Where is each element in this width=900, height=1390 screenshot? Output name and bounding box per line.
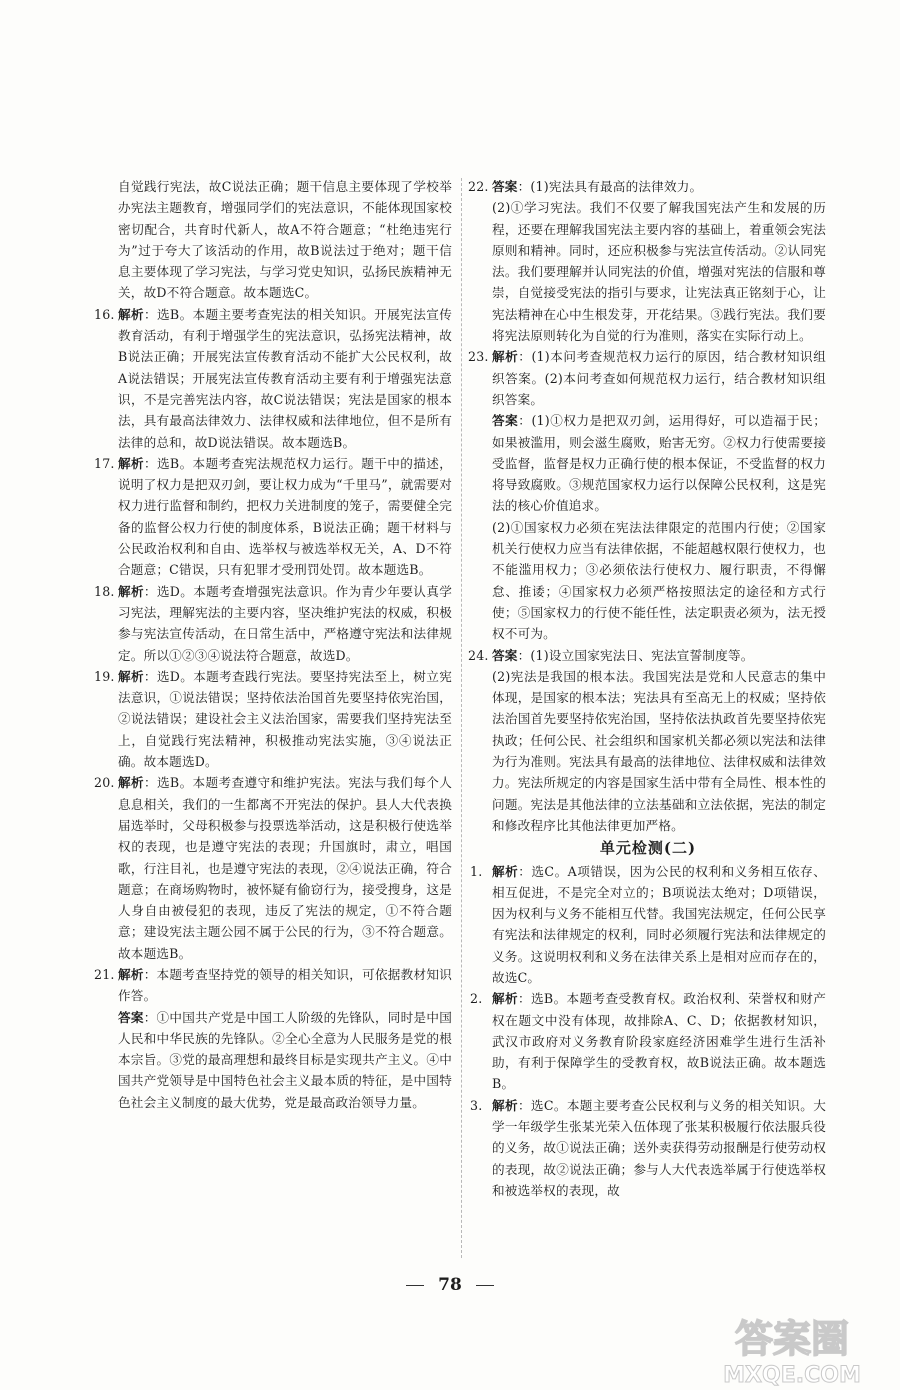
question-number: 17. — [94, 455, 115, 471]
answer-text: ：(1)设立国家宪法日、宪法宣誓制度等。 — [517, 647, 754, 663]
page-number-dash-right — [476, 1285, 494, 1286]
section-title: 单元检测(二) — [599, 839, 697, 858]
svg-text:答案圈: 答案圈 — [734, 1317, 850, 1361]
answer-text: ：(1)①权力是把双刃剑，运用得好，可以造福于民；如果被滥用，则会滋生腐败，贻害无穷。②权力行使需要接受监督，监督是权力正确行使的根本保证，不受监督的权力将导致腐败。③规范国家权力运行以保障公民权利，这是宪法的核心价值追求。 — [492, 413, 826, 514]
question-24-part2: (2)宪法是我国的根本法。我国宪法是党和人民意志的集中体现，是国家的根本法；宪法具有至高无上的权威；坚持依法治国首先要坚持依宪治国，坚持依法执政首先要坚持依宪执政；任何公民、社会组织和国家机关都必须以宪法和法律为行为准则。宪法具有最高的法律地位、法律权威和法律效力。宪法所规定的内容是国家生活中带有全局性、根本性的问题。宪法是其他法律的立法基础和立法依据，宪法的制定和修改程序比其他法律更加严格。 — [492, 668, 826, 833]
right-column — [470, 176, 826, 1201]
analysis-text: ：选B。本题考查遵守和维护宪法。宪法与我们每个人息息相关，我们的一生都离不开宪法的保护。县人大代表换届选举时，父母积极参与投票选举活动，这是积极行使选举权的表现，也是遵守宪法的表现；升国旗时，肃立，唱国歌，行注目礼，也是遵守宪法的表现，②④说法正确，符合题意；在商场购物时，被怀疑有偷窃行为，接受搜身，这是人身自由被侵犯的表现，违反了宪法的规定，①不符合题意；建设宪法主题公园不属于公民的行为，③不符合题意。故本题选B。 — [118, 775, 452, 961]
analysis-text: ：选D。本题考查增强宪法意识。作为青少年要认真学习宪法，理解宪法的主要内容，坚决维护宪法的权威，积极参与宪法宣传活动，在日常生活中，严格遵守宪法和法律规定。所以①②③④说法符合题意，故选D。 — [118, 583, 452, 663]
question-number: 3. — [470, 1097, 483, 1113]
page-number — [0, 1275, 900, 1295]
section-question-3 — [470, 1095, 826, 1201]
analysis-label: 解析 — [492, 863, 519, 879]
column-divider — [461, 178, 462, 1258]
analysis-text: ：选D。本题考查践行宪法。要坚持宪法至上，树立宪法意识，①说法错误；坚持依法治国首先要坚持依宪治国，②说法错误；建设社会主义法治国家，需要我们坚持宪法至上，自觉践行宪法精神，积极推动宪法实施，③④说法正确。故本题选D。 — [118, 668, 452, 770]
analysis-text: ：选C。本题主要考查公民权利与义务的相关知识。大学一年级学生张某光荣入伍体现了张某积极履行依法服兵役的义务，故①说法正确；送外卖获得劳动报酬是行使劳动权的表现，故②说法正确；参与人大代表选举属于行使选举权和被选举权的表现，故 — [492, 1097, 826, 1198]
page-number-dash-left — [406, 1285, 424, 1286]
analysis-label: 解析 — [118, 583, 144, 599]
question-number: 23. — [468, 349, 489, 365]
question-23-part2: (2)①国家权力必须在宪法法律限定的范围内行使；②国家机关行使权力应当有法律依据，不能超越权限行使权力，也不能滥用权力；③必须依法行使权力、履行职责，不得懈怠、推诿；④国家权力必须严格按照法定的途径和方式行使；⑤国家权力的行使不能任性，法定职责必须为，法无授权不可为。 — [492, 519, 826, 642]
question-18 — [96, 581, 452, 666]
question-number: 22. — [468, 179, 489, 194]
question-19 — [96, 666, 452, 772]
answer-label: 答案 — [492, 179, 518, 194]
analysis-label: 解析 — [118, 668, 144, 684]
question-number: 18. — [94, 583, 115, 599]
analysis-label: 解析 — [492, 1097, 518, 1113]
svg-text:MXQE.COM: MXQE.COM — [723, 1363, 861, 1388]
answer-text: ：(1)宪法具有最高的法律效力。 — [517, 179, 703, 194]
analysis-label: 解析 — [118, 775, 144, 791]
analysis-label: 解析 — [492, 349, 519, 365]
analysis-label: 解析 — [492, 991, 518, 1007]
question-number: 20. — [94, 775, 115, 791]
watermark-logo — [700, 1308, 885, 1388]
question-22 — [470, 176, 826, 197]
question-21-answer — [96, 1007, 452, 1113]
answer-label: 答案 — [118, 1009, 144, 1025]
analysis-label: 解析 — [118, 455, 144, 471]
question-number: 1. — [470, 863, 483, 879]
question-number: 16. — [94, 306, 115, 322]
question-23 — [470, 346, 826, 410]
analysis-text: ：选C。A项错误，因为公民的权利和义务相互依存、相互促进，不是完全对立的；B项说法太绝对；D项错误，因为权利与义务不能相互代替。我国宪法规定，任何公民享有宪法和法律规定的权利，同时必须履行宪法和法律规定的义务。这说明权利和义务在法律关系上是相对应而存在的，故选C。 — [492, 863, 826, 985]
question-number: 21. — [94, 966, 115, 982]
analysis-label: 解析 — [118, 306, 144, 322]
question-23-answer — [470, 410, 826, 516]
answer-label: 答案 — [492, 647, 518, 663]
left-column — [96, 176, 452, 1113]
question-24 — [470, 645, 826, 666]
analysis-text: ：选B。本题主要考查宪法的相关知识。开展宪法宣传教育活动，有利于增强学生的宪法意识，弘扬宪法精神，故B说法正确；开展宪法宣传教育活动不能扩大公民权利，故A说法错误；开展宪法宣传教育活动主要有利于增强宪法意识，不是完善宪法内容，故C说法错误；宪法是国家的根本法，具有最高法律效力、法律权威和法律地位，但不是所有法律的总和，故D说法错误。故本题选B。 — [118, 306, 452, 450]
analysis-text: ：(1)本问考查规范权力运行的原因，结合教材知识组织答案。(2)本问考查如何规范权力运行，结合教材知识组织答案。 — [492, 349, 826, 407]
analysis-label: 解析 — [118, 966, 144, 982]
analysis-text: ：选B。本题考查宪法规范权力运行。题干中的描述，说明了权力是把双刃剑，要让权力成为“千里马”，就需要对权力进行监督和制约，把权力关进制度的笼子，需要健全完备的监督公权力行使的制度体系，B说法正确；题干材料与公民政治权利和自由、选举权与被选举权无关，A、D不符合题意；C错误，只有犯罪才受刑罚处罚。故本题选B。 — [118, 455, 452, 578]
question-21 — [96, 964, 452, 1007]
question-17 — [96, 453, 452, 581]
question-22-part2: (2)①学习宪法。我们不仅要了解我国宪法产生和发展的历程，还要在理解我国宪法主要内容的基础上，着重领会宪法原则和精神。同时，还应积极参与宪法宣传活动。②认同宪法。我们要理解并认同宪法的价值，增强对宪法的信服和尊崇，自觉接受宪法的指引与要求，让宪法真正铭刻于心，让宪法精神在心中生根发芽，开花结果。③践行宪法。我们要将宪法原则转化为自觉的行为准则，落实在实际行动上。 — [492, 200, 826, 344]
question-20 — [96, 772, 452, 964]
continued-paragraph: 自觉践行宪法，故C说法正确；题干信息主要体现了学校举办宪法主题教育，增强同学们的宪法意识，不能体现国家校密切配合，共育时代新人，故A不符合题意；“杜绝违宪行为”过于夸大了该活动的作用，故B说法过于绝对；题干信息主要体现了学习宪法，与学习党史知识，弘扬民族精神无关，故D不符合题意。故本题选C。 — [118, 179, 452, 301]
question-number: 24. — [468, 647, 489, 663]
analysis-text: ：选B。本题考查受教育权。政治权利、荣誉权和财产权在题文中没有体现，故排除A、C、D；依据教材知识，武汉市政府对义务教育阶段家庭经济困难学生进行生活补助，有利于保障学生的受教育权，故B说法正确。故本题选B。 — [492, 991, 826, 1092]
question-number: 2. — [470, 991, 483, 1007]
answer-label: 答案 — [492, 413, 519, 429]
answer-text: ：①中国共产党是中国工人阶级的先锋队，同时是中国人民和中华民族的先锋队。②全心全意为人民服务是党的根本宗旨。③党的最高理想和最终目标是实现共产主义。④中国共产党领导是中国特色社会主义最本质的特征，是中国特色社会主义制度的最大优势，党是最高政治领导力量。 — [118, 1009, 452, 1110]
question-number: 19. — [94, 668, 115, 684]
question-16 — [96, 304, 452, 453]
analysis-text: ：本题考查坚持党的领导的相关知识，可依据教材知识作答。 — [118, 966, 452, 1004]
page-number-text: 78 — [438, 1275, 462, 1295]
section-question-2 — [470, 988, 826, 1094]
section-question-1 — [470, 861, 826, 989]
